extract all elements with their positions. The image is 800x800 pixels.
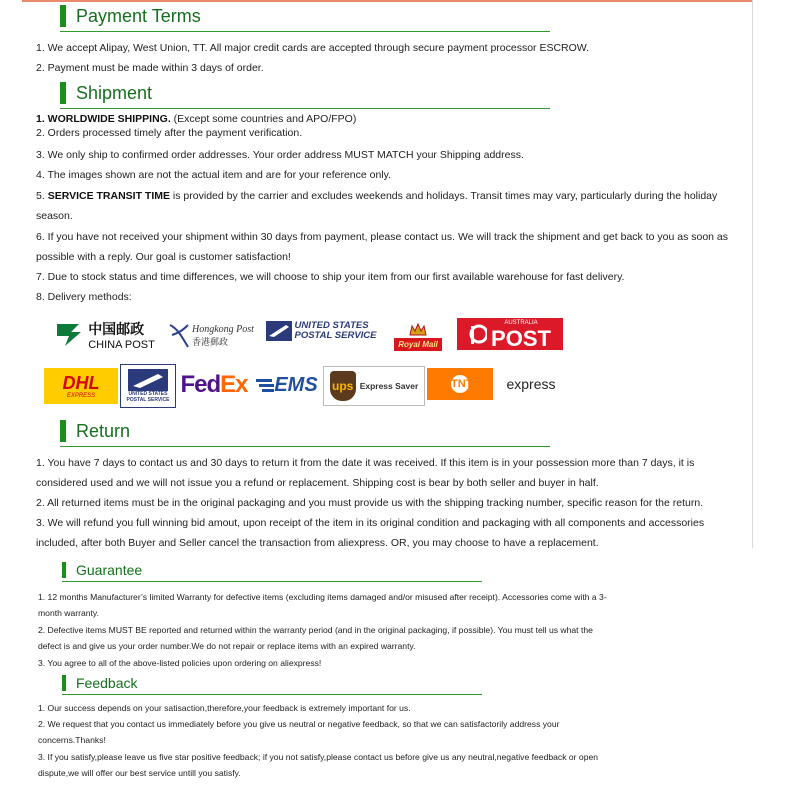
guarantee-underline <box>62 581 482 582</box>
shipment-item-8: 8. Delivery methods: <box>36 291 132 303</box>
shipment-item-7: 7. Due to stock status and time differences, we will choose to ship your item from our first available warehouse for fast delivery. <box>36 271 625 283</box>
return-underline <box>60 446 550 447</box>
heading-marker-icon <box>60 5 66 27</box>
usps-line1-label: UNITED STATES <box>294 320 369 331</box>
royal-mail-logo <box>390 318 446 356</box>
shipment-item-5-pre: 5. <box>36 190 48 202</box>
guarantee-item-2: 2. Defective items MUST BE reported and returned within the warranty period (and in the original packaging, if possible). You must tell us what the <box>38 625 593 635</box>
china-post-emblem-icon <box>51 318 85 352</box>
shipment-heading <box>60 82 152 104</box>
guarantee-item-2-cont: defect is and give us your order number.We do not repair or replace items with an expired warranty. <box>38 641 416 651</box>
australia-post-big-label: POST <box>491 326 551 350</box>
shipment-item-1-rest: (Except some countries and APO/FPO) <box>170 113 357 125</box>
shipment-item-5-cont: season. <box>36 210 73 222</box>
hongkong-post-en-label: Hongkong Post <box>192 324 254 335</box>
payment-terms-title: Payment Terms <box>76 5 201 26</box>
ups-label: ups <box>332 379 354 393</box>
shipment-item-6: 6. If you have not received your shipment within 30 days from payment, please contact us. We will track the shipment and get back to you as soon as <box>36 231 729 243</box>
fedex-fed-label: Fed <box>180 371 221 398</box>
ems-speed-lines-icon <box>256 377 274 393</box>
shipment-item-1-bold: 1. WORLDWIDE SHIPPING. <box>36 113 171 125</box>
feedback-item-2-cont: concerns.Thanks! <box>38 735 106 745</box>
feedback-heading <box>62 674 137 692</box>
china-post-en-label: CHINA POST <box>88 339 155 351</box>
right-border <box>752 0 753 548</box>
australia-post-small-label: AUSTRALIA <box>504 320 538 326</box>
return-heading <box>60 420 130 442</box>
payment-terms-underline <box>60 31 550 32</box>
return-item-1: 1. You have 7 days to contact us and 30 days to return it from the date it was received. If this item is in your possession more than 7 days, it is <box>36 457 695 469</box>
usps-badge-logo <box>120 364 176 408</box>
feedback-item-3: 3. If you satisfy,please leave us five star positive feedback; if you not satisfy,please contact us before give us any neutral,negative feedback or open <box>38 752 599 762</box>
heading-marker-icon <box>60 420 66 442</box>
return-item-2: 2. All returned items must be in the original packaging and you must provide us with the shipping tracking number, specific reason for the return. <box>36 497 704 509</box>
ups-shield-icon <box>330 371 356 401</box>
feedback-underline <box>62 694 482 695</box>
hongkong-post-logo <box>166 318 256 354</box>
shipment-item-2: 2. Orders processed timely after the payment verification. <box>36 127 303 139</box>
shipment-item-5-rest: is provided by the carrier and excludes weekends and holidays. Transit times may vary, particularly during the holiday <box>170 190 718 202</box>
return-title: Return <box>76 420 131 441</box>
ups-logo <box>323 366 425 406</box>
tnt-label: TNT <box>451 375 469 393</box>
fedex-logo <box>178 368 250 402</box>
tnt-sub-label: express <box>506 376 556 392</box>
shipment-underline <box>60 108 550 109</box>
return-item-3-cont: included, after both Buyer and Seller cancel the transaction from aliexpress. OR, you may choose to have a replacement. <box>36 537 599 549</box>
shipment-item-6-cont: possible with a reply. Our goal is customer satisfaction! <box>36 251 291 263</box>
royal-mail-crown-icon <box>409 323 427 337</box>
usps-line2-label: POSTAL SERVICE <box>294 330 377 341</box>
heading-marker-icon <box>62 675 66 691</box>
tnt-logo <box>427 368 493 400</box>
ems-label: EMS <box>274 373 318 396</box>
usps-eagle-icon <box>266 321 292 341</box>
tnt-express-text <box>500 372 562 396</box>
dhl-sub-label: EXPRESS <box>66 393 96 399</box>
shipment-item-5-bold: SERVICE TRANSIT TIME <box>47 190 171 202</box>
australia-post-p-icon <box>469 323 487 345</box>
heading-marker-icon <box>62 562 66 578</box>
shipment-item-4: 4. The images shown are not the actual item and are for your reference only. <box>36 169 392 181</box>
fedex-ex-label: Ex <box>220 371 248 398</box>
top-border <box>22 0 752 2</box>
payment-terms-heading <box>60 5 201 27</box>
return-item-1-cont: considered used and we will not issue you a refund or replacement. Shipping cost is bear by both seller and buyer in half. <box>36 477 599 489</box>
shipment-title: Shipment <box>76 82 153 103</box>
guarantee-item-3: 3. You agree to all of the above-listed policies upon ordering on aliexpress! <box>38 658 322 668</box>
china-post-logo <box>44 316 162 354</box>
shipment-item-3: 3. We only ship to confirmed order addresses. Your order address MUST MATCH your Shipping address. <box>36 149 524 161</box>
guarantee-heading <box>62 561 142 579</box>
ems-logo <box>254 370 320 400</box>
hongkong-post-cn-label: 香港郵政 <box>192 337 229 347</box>
usps-logo <box>262 318 380 344</box>
australia-post-logo <box>457 318 563 350</box>
feedback-title: Feedback <box>76 675 138 691</box>
feedback-item-3-cont: dispute,we will offer our best service untill you satisfy. <box>38 768 241 778</box>
guarantee-title: Guarantee <box>76 562 143 578</box>
dhl-logo <box>44 368 118 404</box>
royal-mail-label: Royal Mail <box>394 338 442 351</box>
shipment-item-1 <box>36 112 736 126</box>
shipment-item-5 <box>36 186 736 206</box>
payment-item-1: 1. We accept Alipay, West Union, TT. All major credit cards are accepted through secure payment processor ESCROW. <box>36 42 590 54</box>
usps-badge-line1-label: UNITED STATES <box>128 391 168 397</box>
usps-badge-eagle-icon <box>128 369 168 391</box>
dhl-label: DHL <box>62 373 100 393</box>
feedback-item-1: 1. Our success depends on your satisaction,therefore,your feedback is extremely important for us. <box>38 703 411 713</box>
feedback-item-2: 2. We request that you contact us immediately before you give us neutral or negative feedback, so that we can satisfactorily address your <box>38 719 560 729</box>
guarantee-item-1: 1. 12 months Manufacturer’s limited Warranty for defective items (excluding items damaged and/or misused after receipt). Accessories come with a 3- <box>38 592 607 602</box>
heading-marker-icon <box>60 82 66 104</box>
return-item-3: 3. We will refund you full winning bid amout, upon receipt of the item in its original condition and packaging with all components and accessories <box>36 517 705 529</box>
guarantee-item-1-cont: month warranty. <box>38 608 99 618</box>
payment-item-2: 2. Payment must be made within 3 days of order. <box>36 62 264 74</box>
china-post-cn-label: 中国邮政 <box>88 321 145 337</box>
hongkong-post-emblem-icon <box>168 321 190 351</box>
usps-badge-line2-label: POSTAL SERVICE <box>126 397 170 403</box>
ups-sub-label: Express Saver <box>359 381 419 391</box>
